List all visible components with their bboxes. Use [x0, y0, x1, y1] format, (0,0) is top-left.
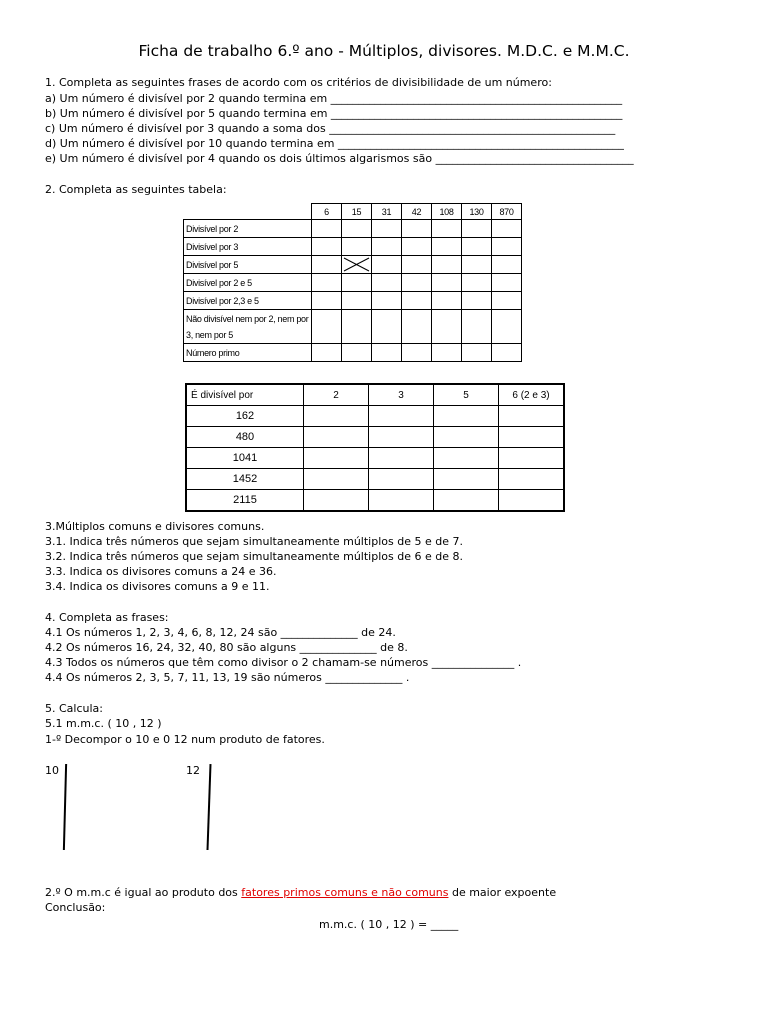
q1-line-c: c) Um número é divisível por 3 quando a soma dos ____________________________________________________ — [45, 122, 616, 135]
table2-col-header: 5 — [434, 384, 499, 406]
answer-cell[interactable] — [312, 220, 342, 238]
answer-cell[interactable] — [492, 344, 522, 362]
answer-cell[interactable] — [462, 274, 492, 292]
table2-row-label: 162 — [186, 406, 304, 427]
divisibility-table — [183, 203, 522, 362]
q3-item: 3.1. Indica três números que sejam simultaneamente múltiplos de 5 e de 7. — [45, 535, 463, 548]
table1-col-header: 31 — [372, 204, 402, 220]
q4-item: 4.3 Todos os números que têm como divisor o 2 chamam-se números _______________ . — [45, 656, 522, 669]
number-10: 10 — [45, 764, 59, 777]
answer-cell[interactable] — [312, 344, 342, 362]
answer-cell[interactable] — [402, 292, 432, 310]
answer-cell[interactable] — [342, 344, 372, 362]
answer-cell[interactable] — [492, 238, 522, 256]
q3-item: 3.4. Indica os divisores comuns a 9 e 11. — [45, 580, 270, 593]
table1-row-label: Divisível por 2 — [184, 220, 312, 238]
q5-subheading: 5.1 m.m.c. ( 10 , 12 ) — [45, 717, 162, 730]
answer-cell[interactable] — [312, 274, 342, 292]
answer-cell[interactable] — [492, 292, 522, 310]
table2-col-header: 2 — [304, 384, 369, 406]
answer-cell[interactable] — [492, 256, 522, 274]
answer-cell[interactable] — [369, 448, 434, 469]
answer-cell[interactable] — [372, 292, 402, 310]
table2-row-label: 1452 — [186, 469, 304, 490]
table1-corner — [184, 204, 312, 220]
answer-cell[interactable] — [312, 310, 342, 344]
mmc-answer-line[interactable]: m.m.c. ( 10 , 12 ) = _____ — [319, 918, 459, 931]
answer-cell[interactable] — [372, 256, 402, 274]
q1-heading: 1. Completa as seguintes frases de acordo com os critérios de divisibilidade de um número: — [45, 76, 552, 89]
marked-cell — [342, 256, 372, 274]
answer-cell[interactable] — [434, 448, 499, 469]
table1-col-header: 870 — [492, 204, 522, 220]
answer-cell[interactable] — [432, 256, 462, 274]
q1-line-b: b) Um número é divisível por 5 quando termina em _____________________________________________________ — [45, 107, 623, 120]
answer-cell[interactable] — [402, 274, 432, 292]
answer-cell[interactable] — [312, 292, 342, 310]
answer-cell[interactable] — [402, 310, 432, 344]
answer-cell[interactable] — [304, 427, 369, 448]
answer-cell[interactable] — [434, 427, 499, 448]
answer-cell[interactable] — [499, 490, 565, 512]
answer-cell[interactable] — [492, 274, 522, 292]
answer-cell[interactable] — [499, 406, 565, 427]
table1-row-label: Divisível por 2 e 5 — [184, 274, 312, 292]
answer-cell[interactable] — [432, 344, 462, 362]
factor-line-10 — [63, 764, 67, 850]
answer-cell[interactable] — [369, 469, 434, 490]
answer-cell[interactable] — [462, 292, 492, 310]
answer-cell[interactable] — [304, 469, 369, 490]
answer-cell[interactable] — [462, 238, 492, 256]
q2-heading: 2. Completa as seguintes tabela: — [45, 183, 227, 196]
q4-item: 4.4 Os números 2, 3, 5, 7, 11, 13, 19 são números ______________ . — [45, 671, 410, 684]
answer-cell[interactable] — [432, 220, 462, 238]
answer-cell[interactable] — [434, 469, 499, 490]
table1-row-label: Divisível por 5 — [184, 256, 312, 274]
answer-cell[interactable] — [342, 310, 372, 344]
q1-line-d: d) Um número é divisível por 10 quando termina em ____________________________________________________ — [45, 137, 624, 150]
answer-cell[interactable] — [434, 406, 499, 427]
answer-cell[interactable] — [342, 292, 372, 310]
q3-item: 3.2. Indica três números que sejam simultaneamente múltiplos de 6 e de 8. — [45, 550, 463, 563]
step2-text-pre: 2.º O m.m.c é igual ao produto dos — [45, 886, 242, 899]
page-title: Ficha de trabalho 6.º ano - Múltiplos, divisores. M.D.C. e M.M.C. — [138, 42, 630, 60]
q5-step1: 1-º Decompor o 10 e 0 12 num produto de fatores. — [45, 733, 325, 746]
answer-cell[interactable] — [432, 274, 462, 292]
answer-cell[interactable] — [432, 238, 462, 256]
answer-cell[interactable] — [402, 220, 432, 238]
answer-cell[interactable] — [402, 344, 432, 362]
answer-cell[interactable] — [304, 406, 369, 427]
answer-cell[interactable] — [432, 292, 462, 310]
table1-row-label: Não divisível nem por 2, nem por 3, nem por 5 — [184, 310, 312, 344]
q4-item: 4.1 Os números 1, 2, 3, 4, 6, 8, 12, 24 são ______________ de 24. — [45, 626, 396, 639]
table1-col-header: 108 — [432, 204, 462, 220]
answer-cell[interactable] — [372, 274, 402, 292]
table1-row-label: Número primo — [184, 344, 312, 362]
answer-cell[interactable] — [372, 344, 402, 362]
table1-col-header: 15 — [342, 204, 372, 220]
number-12: 12 — [186, 764, 200, 777]
divisibility-by-table — [185, 383, 565, 512]
answer-cell[interactable] — [462, 220, 492, 238]
answer-cell[interactable] — [434, 490, 499, 512]
answer-cell[interactable] — [432, 310, 462, 344]
answer-cell[interactable] — [312, 256, 342, 274]
q3-item: 3.3. Indica os divisores comuns a 24 e 36. — [45, 565, 277, 578]
answer-cell[interactable] — [499, 427, 565, 448]
table1-row-label: Divisível por 3 — [184, 238, 312, 256]
step2-highlight: fatores primos comuns e não comuns — [241, 886, 449, 899]
answer-cell[interactable] — [342, 274, 372, 292]
answer-cell[interactable] — [369, 427, 434, 448]
answer-cell[interactable] — [342, 238, 372, 256]
answer-cell[interactable] — [372, 310, 402, 344]
answer-cell[interactable] — [499, 469, 565, 490]
answer-cell[interactable] — [499, 448, 565, 469]
table1-row-label: Divisível por 2,3 e 5 — [184, 292, 312, 310]
answer-cell[interactable] — [372, 238, 402, 256]
cross-mark-icon — [342, 256, 371, 273]
q1-line-e: e) Um número é divisível por 4 quando os dois últimos algarismos são ____________________________________ — [45, 152, 634, 165]
table1-col-header: 6 — [312, 204, 342, 220]
table1-col-header: 130 — [462, 204, 492, 220]
table2-row-label: 1041 — [186, 448, 304, 469]
table2-header-label: É divisível por — [186, 384, 304, 406]
q3-heading: 3.Múltiplos comuns e divisores comuns. — [45, 520, 265, 533]
answer-cell[interactable] — [304, 448, 369, 469]
answer-cell[interactable] — [372, 220, 402, 238]
answer-cell[interactable] — [342, 220, 372, 238]
q5-heading: 5. Calcula: — [45, 702, 103, 715]
answer-cell[interactable] — [304, 490, 369, 512]
q1-line-a: a) Um número é divisível por 2 quando termina em _____________________________________________________ — [45, 92, 623, 105]
answer-cell[interactable] — [492, 310, 522, 344]
table2-row-label: 2115 — [186, 490, 304, 512]
q4-heading: 4. Completa as frases: — [45, 611, 169, 624]
conclusion-label: Conclusão: — [45, 901, 106, 914]
answer-cell[interactable] — [369, 406, 434, 427]
q4-item: 4.2 Os números 16, 24, 32, 40, 80 são alguns ______________ de 8. — [45, 641, 408, 654]
table1-col-header: 42 — [402, 204, 432, 220]
table2-row-label: 480 — [186, 427, 304, 448]
answer-cell[interactable] — [402, 238, 432, 256]
step2-text-post: de maior expoente — [448, 886, 557, 899]
answer-cell[interactable] — [312, 238, 342, 256]
table2-col-header: 3 — [369, 384, 434, 406]
table2-col-header: 6 (2 e 3) — [499, 384, 565, 406]
answer-cell[interactable] — [492, 220, 522, 238]
q5-step2 — [45, 885, 556, 900]
answer-cell[interactable] — [402, 256, 432, 274]
answer-cell[interactable] — [462, 310, 492, 344]
answer-cell[interactable] — [369, 490, 434, 512]
answer-cell[interactable] — [462, 344, 492, 362]
factor-line-12 — [206, 764, 211, 850]
answer-cell[interactable] — [462, 256, 492, 274]
